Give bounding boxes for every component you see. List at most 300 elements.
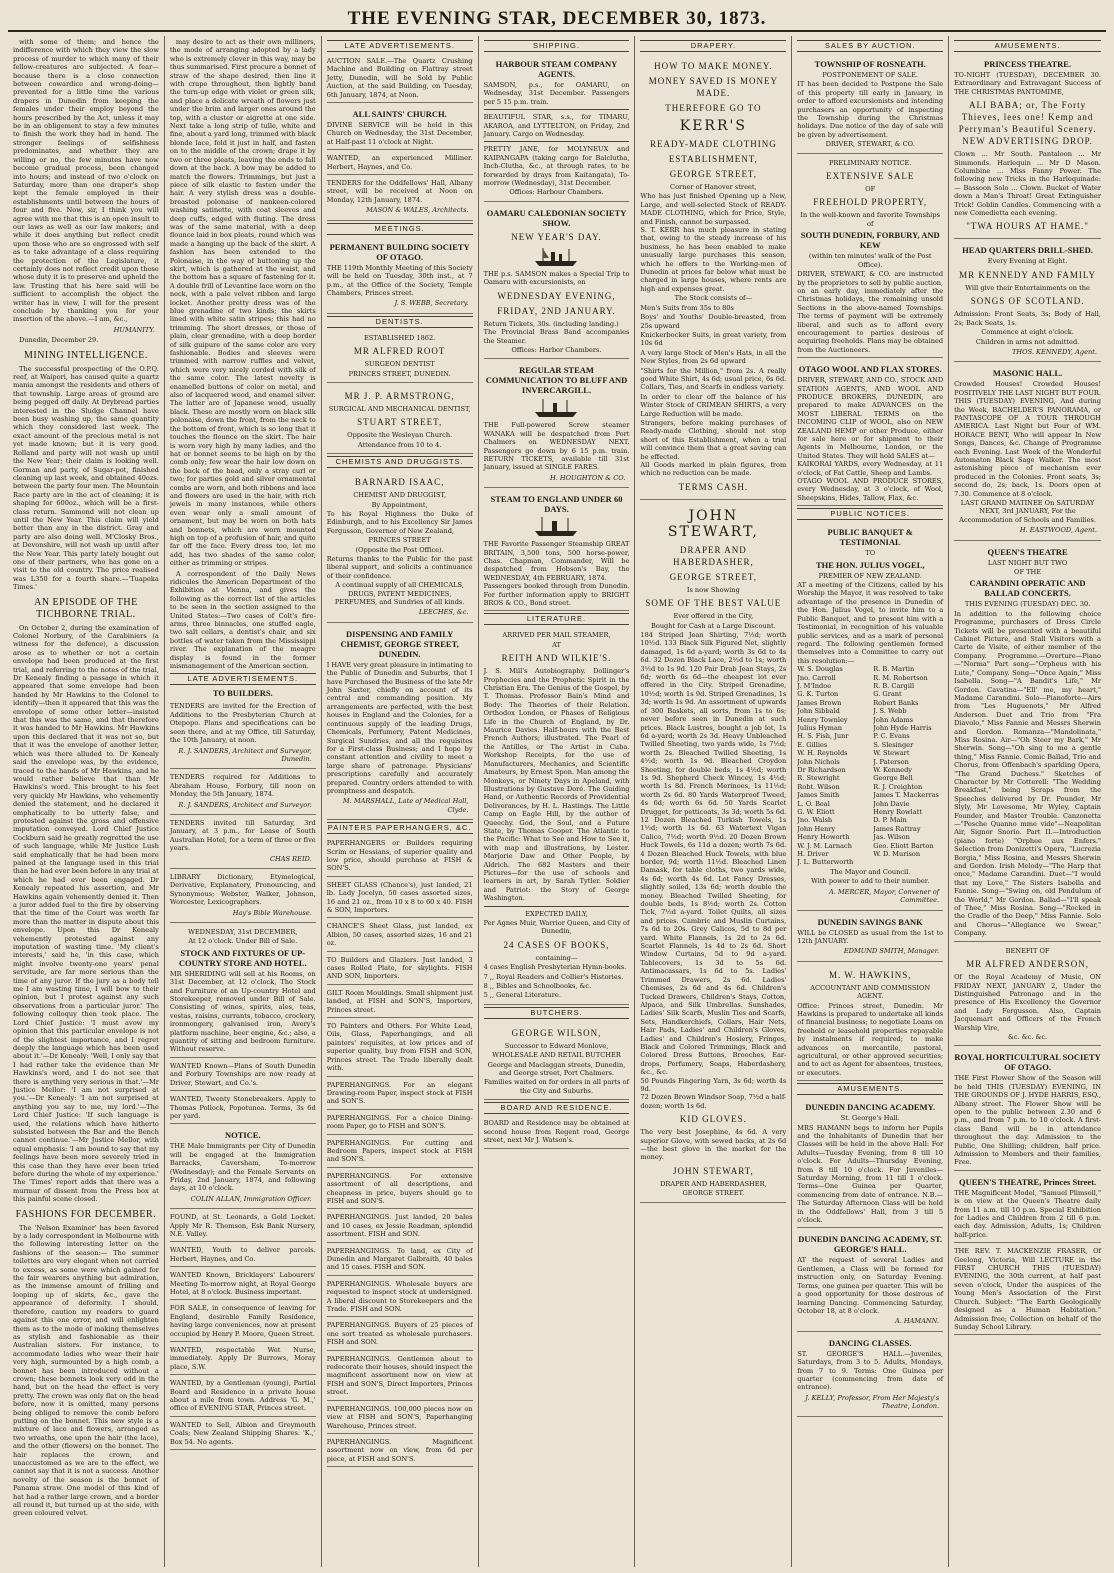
- divider: [484, 906, 630, 907]
- ad-milliner: [327, 152, 473, 175]
- stock-consists: The Stock consists of—: [674, 294, 753, 303]
- ad-fish-son: [327, 1079, 473, 1110]
- ad-body: LIBRARY Dictionary, Etymological, Derivative, Explanatory, Pronouncing, and Synonymous; Webster, Walker, Johnson, Worcester, Lexicographers.: [169, 872, 316, 907]
- ad-body: 50 Pounds Fingering Yarn, 3s 6d; worth 4s 9d.: [640, 1076, 787, 1093]
- mining-headline: MINING INTELLIGENCE.: [23, 349, 148, 361]
- ad-abraham-house: [170, 771, 316, 815]
- committee-member: Robert Banks: [873, 698, 919, 707]
- butcher-address: George and Maclaggan streets, Dunedin, and George street, Port Chalmers.: [487, 1060, 626, 1078]
- ad-body: BOARD and Residence may be obtained at second house from Regent road, George street, next Mr J. Watson's.: [483, 1119, 630, 1145]
- vienna-paragraph: A correspondent of the Daily News ridicules the American Department of the Exhibition at Vienna, and gives the following as the correct list of the articles to be seen in the section assigned to the United States:—Two cases of Colt's fire-arms, three binnacles, one stuffed eagle, two salt cellars, a dentist's chair, and six bottles of water taken from the Mississippi river. The explanation of the meagre display is found in the former mismanagement of the American section.: [169, 569, 316, 671]
- butchers-heading: BUTCHERS.: [484, 1007, 630, 1019]
- ad-partial-board: [170, 1377, 316, 1417]
- theatre-heading: PRINCESS THEATRE.: [984, 59, 1072, 69]
- songs-of-scotland: SONGS OF SCOTLAND.: [970, 296, 1085, 307]
- literature-heading: LITERATURE.: [484, 613, 630, 625]
- ad-queens-theatre: [954, 543, 1101, 942]
- dentist-address: PRINCES STREET, DUNEDIN.: [348, 369, 451, 378]
- letter-date: Dunedin, December 29.: [19, 336, 99, 345]
- corner-hanover: Corner of Hanover street,: [670, 183, 757, 191]
- offices: Offices: Harbour Chambers.: [509, 188, 604, 197]
- ad-body: Passengers booked through from Dunedin. For further information apply to BRIGHT BROS & CO., Bond street.: [483, 582, 630, 607]
- column-3: [322, 36, 479, 1567]
- ad-signature: MASON & WALES, Architects.: [366, 206, 469, 215]
- samson-trip: THE p.s. SAMSON makes a Special Trip to Oamaru with excursionists, on: [483, 269, 630, 287]
- ad-body: GILT Room Mouldings. Small shipment just landed, at FISH and SON'S, Importers, Princes street.: [326, 988, 473, 1014]
- committee-member: W. H. Reynolds: [797, 749, 848, 758]
- committee-member: Jas. Wilson: [873, 833, 910, 842]
- banquet-heading: PUBLIC BANQUET & TESTIMONIAL: [827, 527, 913, 548]
- ad-signature: H. HOUGHTON & CO.: [549, 473, 626, 482]
- george-street: GEORGE STREET,: [669, 169, 758, 179]
- matinee: LAST GRAND MATINEE On SATURDAY NEXT, 3rd JANUARY, For the Accommodation of Schools and Families.: [959, 499, 1096, 524]
- ad-body: WANTED, Twenty Stonebreakers. Apply to Thomas Pollock, Popotunoa. Terms, 3s 6d per yard.: [169, 1095, 316, 1120]
- establishment: ESTABLISHMENT,: [668, 154, 758, 164]
- ad-great-britain: [484, 490, 630, 611]
- ad-body: FOR SALE, in consequence of leaving for England, desirable Family Residence, having large conveniences, now at present occupied by Henry P. Moore, Queen Street.: [169, 1304, 316, 1338]
- draper-title: DRAPER AND HABERDASHER,: [672, 544, 754, 567]
- list-item: Men's Suits from 35s to 80s: [640, 303, 734, 312]
- accountant-title: ACCOUNTANT AND COMMISSION AGENT.: [810, 983, 931, 1001]
- ad-hawkins: [797, 964, 943, 1081]
- kerrs-name: KERR'S: [679, 118, 747, 134]
- columns: [8, 36, 1106, 1567]
- now-showing: Is now Showing: [686, 585, 740, 594]
- committee-member: W. Stewart: [873, 749, 910, 758]
- draper-street: GEORGE STREET,: [669, 571, 758, 582]
- drapery-heading: DRAPERY.: [640, 40, 786, 52]
- ad-signature: H. EASTWOOD, Agent.: [1019, 526, 1097, 535]
- cases-of-books: 24 CASES OF BOOKS,: [503, 939, 610, 950]
- masthead: THE EVENING STAR, DECEMBER 30, 1873.: [8, 0, 1106, 32]
- every-evening: Every Evening at Eight.: [987, 257, 1068, 266]
- ad-body: Crowded Houses! Crowded Houses! POSITIVELY THE LAST NIGHT BUT FOUR. THIS (TUESDAY) EVENING, And during the Week, BACHELDER'S PANORAMA, or PANTASCOPE OF A TOUR THROUGH AMERICA. Last Night but Four of WM. HORACE BENT, Who will appear In New Songs, Dances, &c. Change of Programme each Evening. Last Week of the Wonderful Automaton Black Sage Walker. The most astonishing piece of mechanism ever produced in the Colonies. Front seats, 3s; second do, 2s; back, 1s. Doors open at 7.30. Commence at 8 o'clock.: [954, 380, 1101, 498]
- ad-fish-son: [327, 1020, 473, 1076]
- column-1: [8, 36, 165, 1567]
- ad-barnard-isaac: [327, 471, 473, 623]
- ad-body: S. T. KERR has much pleasure in stating that, owing to the steady increase of his business, he has been enabled to make unusually large purchases this season, which he offers to the Working-men of Dunedin at prices far below what must be charged in large houses, where rents are high and expenses great.: [640, 226, 787, 293]
- townships: SOUTH DUNEDIN, FORBURY, AND KEW: [800, 230, 940, 251]
- ad-body: PRETTY JANE, for MOLYNEUX and KAIPANGAPA (taking cargo for Balclutha, Inch-Clutha, &c., at through rates, to be forwarded by drays from Kaitangata), To-morrow (Wednesday), 31st December.: [483, 145, 630, 188]
- ad-wanted-youth: [170, 1244, 316, 1267]
- tichborne-article: [13, 624, 159, 1204]
- divider: [484, 141, 630, 142]
- painters-heading: PAINTERS PAPERHANGERS, &C.: [327, 823, 472, 833]
- ad-body: THE REV. T. MACKENZIE FRASER, Of Geelong, Victoria, Will LECTURE in the FIRST CHURCH THIS (TUESDAY) EVENING, the 30th current, at half past seven o'clock, Under the auspices of the Young Men's Association of the First Church. Subject: "The Earth Geologically designed as a Human Habitation." Admission free; Collection on behalf of the Sunday School Library.: [954, 1247, 1101, 1331]
- ad-body: AT a meeting of the Citizens, called by his Worship the Mayor, it was resolved to take advantage of the presence in Dunedin of the Hon. Julius Vogel, to invite him to a Public Banquet, and to present him with a Testimonial, in recognition of his valuable public services, and as a mark of personal regard. The following gentlemen formed themselves into a Committee to carry out this resolution:—: [797, 581, 944, 665]
- chemist-leeches: LEECHES, &c.: [418, 608, 469, 617]
- ad-plimsoll-model: [954, 1173, 1101, 1243]
- ad-body: TO Builders and Glaziers. Just landed, 3 cases Rolled Plate, for skylights. FISH AND SON, Importers.: [326, 955, 473, 981]
- draper-title: DRAPER AND HABERDASHER,: [660, 1179, 767, 1188]
- pantomime-title: ALI BABA; or, The Forty Thieves, lees one! Kemp and Perryman's Beautiful Scenery. NEW ADVERTISING DROP.: [958, 100, 1097, 147]
- committee-member: [873, 858, 943, 866]
- ad-wanted-stonebreakers: [170, 1093, 316, 1124]
- at: AT: [552, 640, 561, 649]
- list-item: 5 ,, General Literature.: [483, 991, 561, 1000]
- ready-made-clothing: READY-MADE CLOTHING: [649, 139, 777, 149]
- committee-member: John Davie: [873, 799, 910, 808]
- letter-signature: HUMANITY.: [113, 325, 155, 334]
- ad-body: BEAUTIFUL STAR, s.s., for TIMARU, AKAROA, and LYTTELTON, on Friday, 2nd January. Cargo on Wednesday.: [483, 113, 630, 139]
- ad-wet-nurse: [170, 1344, 316, 1375]
- ad-reith-wilkie: [484, 628, 630, 1004]
- ad-body: TENDERS are invited for the Erection of Additions to the Presbyterian Church at Otepopo. Plans and specifications can be seen there, and at my Office, till Saturday, the 10th January, at noon.: [169, 702, 316, 745]
- ad-body: WANTED Known, Bricklayers' Labourers' Meeting To-morrow night, at Royal George Hotel, at 8 o'clock. Business important.: [169, 1271, 316, 1296]
- dentist-title: SURGICAL AND MECHANICAL DENTIST,: [328, 404, 471, 413]
- ad-immigration-notice: [170, 1126, 316, 1209]
- kid-gloves: KID GLOVES.: [679, 1114, 747, 1125]
- ad-body: WANTED, an experienced Milliner. Herbert, Haynes, and Co.: [326, 154, 473, 171]
- public-notices-heading: PUBLIC NOTICES.: [797, 508, 943, 520]
- in-townships: In the well-known and favorite Townships of: [800, 211, 940, 228]
- ad-signature: EDMUND SMITH, Manager.: [843, 947, 940, 956]
- dentist-title: SURGEON DENTIST: [364, 360, 435, 369]
- list-item: 8 ,, Bibles and Schoolbooks, &c.: [483, 982, 592, 991]
- draper-street: GEORGE STREET.: [682, 1189, 745, 1198]
- programme: In addition to the following choice Programme, purchasers of Dress Circle Tickets will be presented with a beautiful Cabinet Picture, and Stall Visitors with a Carte de Visite, of either member of the Company. Programme.—Overture—Piano—"Norma" Part song—"Orpheus with his Lute," Company. Song—"Once Again," Miss Isabella. Song—"A Bandit's Life," Mr Gordon. Cavatina—"Ell' me, my heart," Madame Carandini. Solo—Pianoforte—Airs from "Les Huguenots," Mr Alfred Anderson. Duet and Trio from "Fra Diavolo," Miss Fannie and Messrs Sherwin and Gordon. Romanza—"Mandolinata," Miss Rosina. Air—"Oh Steer my Bark," Mr Sherwin. Song—"Oh sing to me a gentle thing," Miss Fannie. Comic Ballad, Trio and Chorus, from Offenbach's sparkling Opera, "The Grand Duchess." Sketches of Character by Mr Cotterell: "The Wedding Breakfast," being Scraps from the Speeches delivered by Dr. Pounder, Mr Slyly, Mr Lovesome, Mr Wyley, Captain Founder, and Master Trouble. Canzonetta—"Pesche Quanno mme vide"—Neapolitan Air, Signor Snorio. Part II.—Introduction (piano forte) "Orphee aux Enfers." Selection from Donizetti's Opera, "Lucrezia Borgia," Miss Rosina, and Messrs Sherwin and Gordon. Irish Melody—"The Harp that once," Madame Carandini. Duet—"I would that my Love," The Sisters Isabella and Fannie. Song—"Swing on, old Pendulum of the World," Mr Gordon. Ballad—"I'll speak of Thee," Miss Rosina. Song—"Rocked in the Cradle of the Deep," Miss Fannie. Solo and Chorus—"Allegiance we Swear," Company.: [954, 609, 1101, 938]
- ad-signature: A. MERCER, Mayor, Convener of Committee.: [828, 887, 940, 905]
- bought-for-cash: Bought for Cash at a Large Discount.: [651, 621, 776, 630]
- ad-signature: J. KELLY, Professor, From Her Majesty's Theatre, London.: [805, 1393, 940, 1411]
- ad-princess-theatre: [954, 55, 1101, 239]
- ad-body: PAPERHANGINGS. To land, ex City of Dunedin and Margaret Galbraith, 40 bales and 15 cases. FISH and SON.: [326, 1246, 473, 1272]
- ad-body: PAPERHANGINGS. For a choice Dining-room Paper, go to FISH and SON'S.: [326, 1113, 473, 1131]
- accountant-name: M. W. HAWKINS,: [828, 969, 912, 980]
- theatre-heading: QUEEN'S THEATRE, Princes Street.: [958, 1176, 1097, 1187]
- offices: Offices: Harbor Chambers.: [511, 345, 602, 354]
- last-night: LAST NIGHT BUT TWO: [987, 558, 1068, 567]
- ad-body: PAPERHANGINGS. For cutting and Bedroom Papers, inspect stock at FISH and SON'S.: [326, 1138, 473, 1164]
- committee-member: John Adams: [873, 715, 913, 724]
- ad-body: THE Male Immigrants per City of Dunedin will be engaged at the Immigration Barracks, Caversham, To-morrow (Wednesday); and the Female Servants on Friday, 2nd January, 1874, and following days, at 10 o'clock.: [169, 1142, 316, 1193]
- ad-body: AUCTION SALE.—The Quartz Crushing Machine and Building on Flattray street Jetty, Dunedin, will be Sold by Public Auction, at the said Building, on Tuesday, 6th January, 1874, at Noon.: [326, 57, 473, 99]
- ad-body: I HAVE very great pleasure in intimating to the Public of Dunedin and Suburbs, that I have Purchased the Business of the late Mr John Saxter, chiefly on account of its central and commanding position. My arrangements are perfected, with the best houses in England and the Colonies, for a continuous supply of the leading Drugs, Chemicals, Perfumery, Patent Medicines, Surgical Sundries, and all the requisites for a First-class Business; and I hope by constant attention and civility to meet a large share of patronage. Physicians' prescriptions carefully and accurately prepared. Country orders attended to with promptness and despatch.: [326, 660, 473, 795]
- ad-caledonian-show: [484, 204, 630, 359]
- sales-by-auction-heading: SALES BY AUCTION.: [797, 40, 943, 52]
- ad-body: TO Painters and Others. For White Lead, Oils, Glass, Paperhangings, and all painters' requisites, at low prices and of superior quality, buy from FISH and SON, Princes street. The Trade liberally dealt with.: [326, 1022, 473, 1073]
- ad-library-dictionary: [170, 871, 316, 923]
- ad-signature: DRIVER, STEWART, & CO.: [825, 140, 915, 149]
- cast-list: Clown ... Mr South. Pantaloon ... Mr Simmonds. Harlequin ... Mr D Mason. Columbine ... Miss Fanny Power. The following new Tricks in the Harlequinade:— Bassoon Solo ... Clown. Bucket of Water down a Man's Throat! Great Extinguisher Trick! Goblin Candles. Commencing with a new Comedietta each evening.: [954, 150, 1101, 218]
- list-item: In order to clear off the balance of his Winter Stock of CRIMEAN SHIRTS, a very Large Reduction will be made.: [640, 392, 787, 418]
- list-item: Knickerbocker Suits, in great variety, from 10s 6d: [640, 330, 787, 348]
- ad-body: FOUND, at St. Leonards, a Gold Locket. Apply Mr R. Thomson, Esk Bank Nursery, N.E. Valley.: [169, 1213, 316, 1238]
- butcher-title: WHOLESALE AND RETAIL BUTCHER: [492, 1051, 621, 1060]
- ad-fish-son: [327, 1112, 473, 1135]
- ad-all-saints: [327, 105, 473, 150]
- extensive-sale: EXTENSIVE SALE: [826, 171, 915, 182]
- chemist-street: PRINCES STREET: [368, 536, 431, 545]
- ad-masonic-hall: [954, 364, 1101, 540]
- expected: EXPECTED DAILY,: [525, 909, 588, 918]
- committee-member: Henry Townley: [797, 715, 848, 724]
- money-saved: MONEY SAVED IS MONEY MADE.: [648, 76, 778, 98]
- ad-body: PAPERHANGINGS. For an elegant Drawing-room Paper, inspect stock at FISH and SON'S.: [326, 1080, 473, 1106]
- sale-date: WEDNESDAY, 31st DECEMBER,: [188, 928, 298, 936]
- walk-distance: (within ten minutes' walk of the Post Office).: [808, 252, 932, 269]
- dentists-heading: DENTISTS.: [327, 316, 473, 328]
- ad-body: DRIVER, STEWART, AND CO., STOCK AND STATION AGENTS, AND WOOL AND PRODUCE BROKERS, DUNEDIN, are prepared to make ADVANCES on the MOST LIBERAL TERMS on the INCOMING CLIP of WOOL, also on NEW ZEALAND HEMP or other Produce, either for sale here or for shipment to their Agents in Melbourne, London, or the United States. They will hold SALES at—: [797, 376, 944, 460]
- children: Children in arms not admitted.: [975, 337, 1080, 346]
- chemist-opposite: (Opposite the Post Office).: [355, 545, 444, 554]
- ever-offered: Ever offered in the City,: [673, 612, 754, 621]
- preliminary-notice: PRELIMINARY NOTICE.: [828, 158, 912, 167]
- dentist-hours: Attendance from 10 to 4.: [357, 440, 442, 449]
- ad-body: All Goods marked in plain figures, from which no reduction can be made.: [640, 461, 787, 478]
- ad-body: TENDERS invited till Saturday, 3rd January, at 3 p.m., for Lease of South Australian Hotel, for a term of three or five years.: [169, 818, 316, 853]
- ad-wool-flax: [797, 360, 943, 506]
- divider: [484, 109, 630, 110]
- ad-fish-son: [327, 1211, 473, 1242]
- new-years-day: NEW YEAR'S DAY.: [511, 231, 602, 242]
- committee-member: Robt. Wilson: [797, 782, 840, 791]
- committee-member: John Sibbald: [797, 707, 840, 716]
- will-give: Will give their Entertainments on the: [965, 283, 1090, 292]
- chemist-supply: A continual supply of all CHEMICALS, DRUGS, PATENT MEDICINES, PERFUMES, and Sundries of all kinds.: [334, 581, 465, 607]
- established: ESTABLISHED 1862.: [363, 333, 436, 342]
- ad-body: THE First Flower Show of the Season will be held THIS (TUESDAY) EVENING, IN THE GROUNDS OF J. HYDE HARRIS, ESQ., Albany street. The Flower Show will be open to the public between 2.30 and 6 p.m., and from 7 p.m. to 10 o'clock. A first-class Band will be in attendance throughout the day. Admission to the Public, One Shilling; children, half price. Admission to Members and their families, Free.: [954, 1074, 1101, 1167]
- ad-signature: Hay's Bible Warehouse.: [232, 908, 312, 917]
- ad-body: TENDERS for the Oddfellows' Hall, Albany street, will be received at Noon on Monday, 12th January, 1874.: [326, 179, 473, 204]
- masonic-heading: MASONIC HALL.: [992, 368, 1063, 379]
- kennedy-family: MR KENNEDY AND FAMILY: [959, 269, 1096, 280]
- ad-signature: R. J. SANDERS, Architect and Surveyor, Dunedin.: [178, 746, 312, 763]
- ad-dancing-academy: [797, 1098, 943, 1228]
- ad-fish-son: [327, 1137, 473, 1168]
- committee-member: Jno. Walsh: [797, 816, 833, 825]
- ad-body: WANTED, by a Gentleman (young), Partial Board and Residence in a private house about a mile from town. Address 'G. M.,' office of EVENING STAR, Princes street.: [169, 1379, 316, 1413]
- ad-fish-son: [327, 1278, 473, 1318]
- academy-heading: DUNEDIN DANCING ACADEMY, ST. GEORGE'S HALL.: [798, 1234, 943, 1255]
- this-evening: THIS EVENING (TUESDAY) DEC. 30.: [964, 600, 1091, 609]
- ad-signature: COLIN ALLAN, Immigration Officer.: [190, 1194, 312, 1203]
- ad-body: Of the Royal Academy of Music, ON FRIDAY NEXT, JANUARY 2, Under the Distinguished Patronage and in the presence of His Excellency the Governor and Lady Fergusson. Also, Captain Jacquemart and Officers of the French Warship Vire,: [954, 973, 1101, 1032]
- ad-george-wilson: [484, 1022, 630, 1100]
- ad-body: TO-NIGHT (TUESDAY), DECEMBER 30. Extraordinary and Extravagant Success of THE CHRISTMAS PANTOMIME,: [954, 71, 1101, 96]
- sale-time: At 12 o'clock. Under Bill of Sale.: [188, 937, 298, 946]
- arrived: ARRIVED PER MAIL STEAMER,: [502, 631, 611, 640]
- vogel-name: THE HON. JULIUS VOGEL,: [815, 559, 925, 570]
- list-item: A very large Stock of Men's Hats, in all the New Styles, from 2s 6d upward: [640, 348, 787, 366]
- list-item: 7 ,, Royal Readers and Collier's Histories.: [483, 972, 624, 981]
- ad-body: ST. GEORGE'S HALL.—Juveniles, Saturdays, from 3 to 5. Adults, Mondays, from 7 to 9. Terms: One Guinea per quarter (commencing from date of entrance).: [797, 1349, 944, 1392]
- theatre-heading: QUEEN'S THEATRE: [987, 546, 1068, 557]
- ad-body: AT the request of several Ladies and Gentlemen, a Class will be formed for instruction only, on Saturday Evening. Terms, one guinea per quarter. This will be a good opportunity for those desirous of learning Dancing. Commencing Saturday, October 18, at 8 o'clock.: [797, 1256, 944, 1315]
- committee-member: Geo. Eliott Barton: [873, 841, 934, 850]
- mining-article: [13, 365, 159, 592]
- committee-member: Henry Howorth: [797, 833, 850, 842]
- ad-vogel-banquet: [797, 523, 943, 910]
- ad-fish-son: [327, 954, 473, 985]
- ad-body: The very best Josephine, 4s 6d. A very superior Glove, with sewed backs, at 2s 6d—the best glove in the market for the money.: [640, 1128, 787, 1162]
- dispensing-heading: DISPENSING AND FAMILY CHEMIST, GEORGE STREET, DUNEDIN.: [340, 628, 459, 659]
- ad-body: WANTED, Youth to deliver parcels. Herbert, Haynes, and Co.: [169, 1246, 316, 1263]
- committee-member: E. Gillies: [797, 740, 828, 749]
- committee-member: Dr Richardson: [797, 766, 846, 774]
- fashions-body: The 'Nelson Examiner' has been favored by a lady correspondent in Melbourne with the following interesting letter on the fashions of the season:— The summer toilettes are very elegant when not carried to excess, as some were which gained for the fair wearers anything but admiration, as the immense amount of frilling and looping up of skirts, &c., gave the appearance of deformity. I should, therefore, caution my readers to guard against this one error, and will enlighten them as to the mode of making themselves as stylish and fashionable as their Australian sisters. For instance, to accommodate ladies who wear their hair very high, surmounted by a high comb, a bonnet has been introduced without a crown; these bonnets look very odd in the hand, but on the head the effect is very pretty. The crown was only flat on the head before, now it is omitted, many persons being obliged to remove the comb before putting on the bonnet. This new style is a mixture of lace and flowers, arranged as two wreaths, one upon the hair (the lace), and the other (flowers) on the bonnet. The hair replaces the crown, and unaccustomed as we are to the effect, we cannot say that it is not a success. Another novelty of the season is the bonnet of Panama straw. One model of this kind of hat had a rather large crown, and a border all round it, but turned up at the side, with green coloured velvet.: [13, 1223, 159, 1518]
- committee-member: John Nichols: [797, 757, 840, 766]
- committee-member: R. B. Martin: [873, 665, 915, 674]
- ad-horticultural: [954, 1048, 1101, 1170]
- ad-auction-quartz: [327, 55, 473, 103]
- committee-member: L. O. Beal: [797, 799, 830, 808]
- caledonian-heading: OAMARU CALEDONIAN SOCIETY SHOW.: [486, 207, 627, 228]
- committee-member: James Rattray: [873, 824, 921, 833]
- etc: &c. &c. &c.: [1007, 1032, 1048, 1041]
- steamship-icon: [533, 397, 579, 419]
- containing: containing—: [535, 953, 578, 962]
- ad-body: MRS HAMANN begs to inform her Pupils and the Inhabitants of Dunedin that her Classes will be held in the above Hall: For Adults—Tuesday Evening, from 8 till 10 o'clock. For Adults—Thursday Evening, from 8 till 10 o'clock. For Juveniles—Saturday Morning, from 11 till 1 o'clock. Terms—One Guinea per Quarter, commencing from date of entrance. N.B.—The Saturday Afternoon Class will be held in the Oddfellows' Hall, from 3 till 5 o'clock.: [797, 1123, 944, 1225]
- ad-body: THE Magnificent Model, "Samuel Plimsoll," is on view at the Queen's Theatre daily from 11 a.m. till 10 p.m. Special Exhibition for Ladies and Children from 2 till 6 p.m. each day. Admission, Adults, 1s; Children half-price.: [954, 1188, 1101, 1239]
- column-6: [792, 36, 949, 1567]
- ad-john-stewart: [640, 502, 786, 1203]
- committee-member: J. M'Indoe: [797, 681, 832, 690]
- meetings-heading: MEETINGS.: [327, 223, 473, 235]
- board-heading: BOARD AND RESIDENCE.: [484, 1102, 630, 1114]
- ad-body: TENDERS required for Additions to Abraham House, Forbury, till noon on Monday, the 5th January, 1874.: [169, 773, 316, 799]
- kaikorai-yards: KAIKORAI YARDS, every Wednesday, at 11 o'clock, of Fat Cattle, Sheep and Lambs.: [797, 460, 944, 477]
- ad-body: CHANCE'S Sheet Glass, just landed, ex Albion, 50 cases, assorted sizes, 16 and 21 oz.: [326, 922, 473, 948]
- ad-for-sale-residence: [170, 1302, 316, 1342]
- ad-bluff-invercargill: [484, 361, 630, 488]
- ad-fish-son: [327, 879, 473, 919]
- list-item: 4 cases English Presbyterian Hymn-books.: [483, 963, 627, 972]
- committee-member: H. S. Fish, Junr: [797, 732, 849, 741]
- ad-fish-son: [327, 1170, 473, 1210]
- fashions-continued-body: may desire to act as their own milliners, the mode of arranging adopted by a lady who is extremely clever in this way, may be thus summarised. First procure a bonnet of straw of the shape desired, then line it with crape throughout, then lightly band the turn-up edge with violet or green silk, and place a delicate wreath of flowers just under the brim and larger ones around the top, with a cluster or aigrette at one side. Next take a long strip of tulle, white and fine, about a yard long, trimmed with black blonde lace, fold it just in half, and fasten on to the middle of the crown; drape it by two or three pleats, leaving the ends to fall down at the back. A bow may be added to match the flowers. Trimmings, but just a piece of silk elastic to fasten under the hair. A very stylish dress was a double-breasted polonaise of nankeen-colored washing satinette, with coat sleeves and deep cuffs, edged with fluting. The dress was of the same material, with a deep flounce laid in box pleats, round which was made a hanging up the back of the skirt. A fashion has been extended to the Polonaise, in the way of buttoning up the skirt, which is gathered at the waist, and the bottom has a square of fastening for it. A double frill of Levantine lace worn on the neck, with a pale velvet ribbon and large locket. Another pretty dress was of the blue grenadine of two kinds; the skirts lined with white satin stripes; this had no trimming. The short dresses, or those of plain, clear grenadine, with a deep border of silk guipure of the same color are very fashionable. Bodies and sleeves were trimmed with narrow ruffles and velvet, which were very nicely corded with silk of the same color. The latest novelty is enamelled buttons of color on metal, and also of lacquered wood, and enamel silver. The latter are of Japanese wood, usually black. These are mostly worn on black silk polonaise, down the front, from the neck to the bottom of front, which is so long that it touches the flounce on the skirt. The hair is worn very high by many ladies, and the hat or bonnet seems to be high on by the comb only; few wear the hair low down on the back of the head, only a stray curl or two; for parties gold and silver ornamental combs are worn, and both ribbons and lace and flowers are used in the hair, with rich jewels in many instances, while others even wear only a small amount of ornament, but may be worn on both hats and bonnets, which are worn mounted high on top of a profusion of hair, and quite far off the face. Every dress too, let me add, has two shades of the same color, either as trimming or stripes.: [169, 38, 316, 568]
- church-heading: ALL SAINTS' CHURCH.: [352, 109, 447, 120]
- ad-body: WILL be CLOSED as usual from the 1st to 12th JANUARY.: [797, 928, 944, 945]
- ad-body: WANTED to Sell, Albion and Greymouth Coals; New Zealand Shipping Shares. 'K.,' Box 54. No agents.: [169, 1420, 316, 1446]
- therefore-go-to: THEREFORE GO TO: [665, 103, 762, 113]
- harbour-heading: HARBOUR STEAM COMPANY AGENTS.: [495, 59, 618, 79]
- chemist-name: BARNARD ISAAC,: [354, 477, 445, 488]
- ad-south-australian-hotel: [170, 817, 316, 869]
- committee-member: John Hyde Harris: [873, 723, 932, 732]
- steamship-icon: [533, 516, 579, 538]
- draper-name: JOHN STEWART,: [672, 1165, 754, 1176]
- dentist-name: MR ALFRED ROOT: [353, 346, 446, 357]
- to-builders-heading: TO BUILDERS.: [212, 688, 273, 699]
- ad-body: THE Favorite Passenger Steamship GREAT BRITAIN, 3,500 tons, 500 horse-power, Chas. Chapman, Commander, Will be despatched from Hobson's Bay, the WEDNESDAY, 4th FEBRUARY, 1874.: [483, 540, 630, 582]
- ad-benefit: [954, 944, 1101, 1047]
- committee-member: James T. Mackerras: [873, 791, 939, 800]
- ad-fish-son: [327, 837, 473, 877]
- committee-member: R. Stewright: [797, 774, 840, 783]
- committee-member: George Bell: [873, 774, 913, 783]
- committee-member: G. K. Turton: [797, 690, 839, 699]
- tichborne-headline: AN EPISODE OF THE TICHBORNE TRIAL.: [34, 596, 138, 620]
- ad-harbour-steam: [484, 55, 630, 202]
- ad-fish-son: [327, 1245, 473, 1276]
- ad-dispensing-chemist: [327, 625, 473, 820]
- ad-body: Who has just finished Opening up a New, Large, and well-selected Stock of READY-MADE CLOTHING, which for Price, Style, and Finish, cannot be surpassed.: [640, 192, 787, 226]
- ad-dancing-classes: [797, 1334, 943, 1417]
- ad-fish-son: [327, 1353, 473, 1401]
- ad-armstrong: [327, 385, 473, 454]
- ad-fish-son: [327, 1403, 473, 1434]
- amusements-heading: AMUSEMENTS.: [797, 1083, 943, 1095]
- academy-hall: St. George's Hall.: [840, 1114, 900, 1123]
- ad-body: WANTED, respectable Wet Nurse, immediately. Apply Dr Burrows, Moray place, S.W.: [169, 1346, 316, 1371]
- ad-body: PAPERHANGINGS. Buyers of 25 pieces of one sort treated as wholesale purchasers. FISH and SON.: [326, 1321, 473, 1347]
- wool-heading: OTAGO WOOL AND FLAX STORES.: [798, 364, 942, 375]
- academy-heading: DUNEDIN DANCING ACADEMY.: [805, 1102, 936, 1113]
- committee-member: R. M. Robertson: [873, 673, 928, 682]
- committee-member: R. J. Creighton: [873, 782, 923, 791]
- brass-band: The Provincial Brass Band accompanies the Steamer.: [483, 328, 630, 345]
- ad-drill-shed: [954, 241, 1101, 362]
- ad-rosneath: [797, 55, 943, 154]
- england-heading: STEAM TO ENGLAND UNDER 60 DAYS.: [490, 494, 623, 515]
- committee-member: H. Driver: [797, 850, 829, 859]
- ad-fish-son: [327, 1436, 473, 1467]
- ad-body: THE 119th Monthly Meeting of this Society will be held on Tuesday, 30th inst., at 7 p.m., at the Office of the Society, Temple Chambers, Princes street.: [326, 263, 473, 297]
- ad-body: 72 Dozen Brown Windsor Soap, 7½d a half-dozen; worth 1s 6d.: [640, 1093, 787, 1110]
- admission: Admission: Front Seats, 3s; Body of Hall, 2s; Back Seats, 1s.: [954, 310, 1101, 327]
- ad-body: THE Full-powered Screw steamer WANAKA will be despatched from Port Chalmers on WEDNESDAY NEXT. Passengers go down by 6 15 p.m. train. RETURN TICKETS, available till 31st January, issued at SINGLE FARES.: [483, 421, 630, 472]
- drill-shed-heading: HEAD QUARTERS DRILL-SHED.: [962, 245, 1093, 256]
- ad-wanted-plans: [170, 1060, 316, 1091]
- ad-body: SHEET GLASS (Chance's), just landed, 21 lb. Lady Jocelyn, 50 cases assorted sizes, 16 and 21 oz., from 10 x 8 to 60 x 40. FISH & SON, Importers.: [326, 880, 473, 914]
- mining-body: The successful prospecting of the O.P.Q. reef, at Waipori, has caused quite a quartz mania amongst the residents and others of that township. Large areas of ground are being pegged off daily. At Drybread parties interested in the Sludge Channel have been busy washing up, the same quantity which they considered last week. The exact amount of the precious metal is not yet made known; but it is very good. Rolland and party will not wash up until the New Year; their claim is looking well. Gorman and party, of Sugar-pot, finished cleaning up last week, and obtained 40ozs. between the party four men. The Mountain Race party are in the act of cleaning; it is shaping for 600oz., which will be a first-class return. Sammond will not clean up until the New Year. This claim will yield better than any in the district. Gray and party are also doing well. M'Closky Bros., at Devonshire, will not wash up until after the New Year. This party lately bought out one of their partners, who has gone on a visit to the old country. The price realised was L350 for a fourth share.—'Tuapeka Times.': [13, 364, 159, 592]
- commence: Commence at eight o'clock.: [981, 328, 1074, 337]
- amusements-heading: AMUSEMENTS.: [954, 40, 1101, 52]
- anderson-name: MR ALFRED ANDERSON,: [966, 959, 1089, 970]
- dentist-name: MR J. P. ARMSTRONG,: [344, 390, 455, 401]
- ad-body: Office: Princes street, Dunedin. Mr Hawkins is prepared to undertake all kinds of financial business; to negotiate Loans on freehold or leasehold properties repayable by instalments if required; to make advances on mercantile, pastoral, agricultural, or other approved securities; and to act as Agent for absentees, trustees, or executors.: [797, 1001, 944, 1077]
- ad-body: SAMSON, p.s., for OAMARU, on Wednesday, 31st December. Passengers per 5 15 p.m. train.: [483, 81, 630, 106]
- ad-freehold-sale: [797, 156, 943, 359]
- ad-body: PAPERHANGINGS. Magnificent assortment now on view, from 6d per piece, at FISH and SON'S.: [326, 1437, 473, 1463]
- chemist-title: CHEMIST AND DRUGGIST,: [353, 491, 447, 500]
- committee-member: P. C. Evans: [873, 732, 910, 741]
- how-to-make-money: HOW TO MAKE MONEY.: [654, 61, 773, 71]
- freehold-property: FREEHOLD PROPERTY,: [813, 197, 928, 208]
- ad-body: PAPERHANGINGS. Gentlemen about to redecorate their houses, should inspect the magnificent assortment now on view at FISH and SON'S, Direct Importers, Princes street.: [326, 1354, 473, 1397]
- shipping-heading: SHIPPING.: [484, 40, 630, 52]
- column-4: [479, 36, 636, 1567]
- committee-names: [797, 665, 943, 867]
- classes-heading: DANCING CLASSES.: [828, 1337, 912, 1348]
- ad-body: IT has been decided to Postpone the Sale of this property till early in January, in order to afford excursionists and intending purchasers an opportunity of inspecting the Township during the Christmas holidays. Due notice of the day of sale will be given by advertisement.: [797, 80, 944, 139]
- expected-ships: Per Agnes Muir, Warrior Queen, and City of Dunedin,: [483, 919, 630, 936]
- township-heading: TOWNSHIP OF ROSNEATH.: [814, 59, 926, 69]
- ad-signature: R. J. SANDERS, Architect and Surveyor.: [178, 800, 312, 809]
- steamship-icon: [533, 246, 579, 268]
- carandini: CARANDINI OPERATIC AND BALLAD CONCERTS.: [969, 578, 1086, 599]
- ad-kerrs-clothing: [640, 55, 786, 500]
- with-power: With power to add to their number.: [811, 877, 930, 886]
- notice-heading: NOTICE.: [224, 1130, 261, 1141]
- ad-sheriding-sale: [170, 925, 316, 1058]
- ad-fish-son: [327, 1319, 473, 1350]
- column-7: [949, 36, 1106, 1567]
- ad-body: PAPERHANGINGS. 100,000 pieces now on view at FISH and SON'S, Paperhanging Warehouse, Princes street.: [326, 1404, 473, 1430]
- ad-oddfellows-tenders: [327, 177, 473, 221]
- benefit-of: BENEFIT OF: [1005, 946, 1050, 955]
- committee-member: S. Slesinger: [873, 740, 914, 749]
- ad-body: DRIVER, STEWART, & CO. are instructed by the proprietors to sell by public auction, on an early day, immediately after the Christmas holidays, the remaining unsold Sections in the above-named Townships. The terms of payment will be extremely liberal, and such as to afford every encouragement to parties desirous of acquiring freeholds. Plans may be obtained from the Auctioneers.: [797, 270, 944, 354]
- late-advertisements-heading: LATE ADVERTISEMENTS.: [170, 673, 316, 685]
- committee-member: W. D. Murison: [873, 850, 921, 859]
- tichborne-body: On October 2, during the examination of Colonel Norbury, of the Carabiniers (a witness for the defence), a discussion arose as to whether or not a certain envelope had been produced at the first trial, and referring to the notes of the trial, Dr Kenealy finding a passage in which it appeared that some envelope had been handed by Mr Hawkins to the Colonel to identify—then it appeared that this was the envelope of some other letter—insisted that this was the same, and that therefore it was handed to Mr Hawkins. Mr Hawkins upon this declared that it was not so, but that it was the envelope of another letter, which was there alluded to. Dr Kenealy said the envelope was, by the evidence, traced to the hands of Mr Hawkins, and he would rather believe that than Mr Hawkins's word. This brought to his feet very quickly Mr Hawkins, who vehemently denied the statement, and he declared it emphatically to be utterly false, and protested against the gross and offensive imputation conveyed. Lord Chief Justice Cockburn said he greatly regretted the use of such language, while Mr Justice Lush said emphatically that he had been more pained at the language used in this trial than he had ever been before in any trial at which he had ever been engaged. Dr Kenealy repeated his assertion, and Mr Hawkins again vehemently denied it. Then a juror added fuel to the fire by observing that the time of the Court was worth far more than the matter in dispute about this envelope. Upon this Dr Kenealy vehemently protested against any imputation of wasting time. 'My client's interests,' said he, 'in this case, which might involve twenty-one years' penal servitude, are far more serious than the time of any juror. If the jury as a body tell me I am wasting time, I will bow to their opinion, but I protest against any such observations from a particular juror.' The following colloquy then took place. The Lord Chief Justice: 'I must avow my opinion that this particular envelope is not of the slightest importance, and I regret deeply the language which has been used about it.'—Dr Kenealy: 'Well, I only say that I had rather take the evidence than Mr Hawkins's word, and I do not see that there is anything very serious in that.'—Mr Justice Mellor: 'I am not surprised at you.'—Dr Kenealy: 'I am not surprised at anything you say to me, my lord.'—The Lord Chief Justice: 'If such language is used, the relations which have hitherto subsisted between the Bar and the Bench cannot continue.'—Mr Justice Mellor, with equal emphasis: 'I am bound to say that my feelings have been more severely tried in this case than they have ever been tried before during the whole of my experience.' The 'Times' report adds that there was a murmur of dissent from the Press box at this painful scene closed.: [13, 623, 159, 1204]
- committee-member: J. Paterson: [873, 757, 909, 766]
- comedietta: "TWA HOURS AT HAME.": [966, 221, 1089, 232]
- column-5: [635, 36, 792, 1567]
- of: OF: [865, 185, 876, 194]
